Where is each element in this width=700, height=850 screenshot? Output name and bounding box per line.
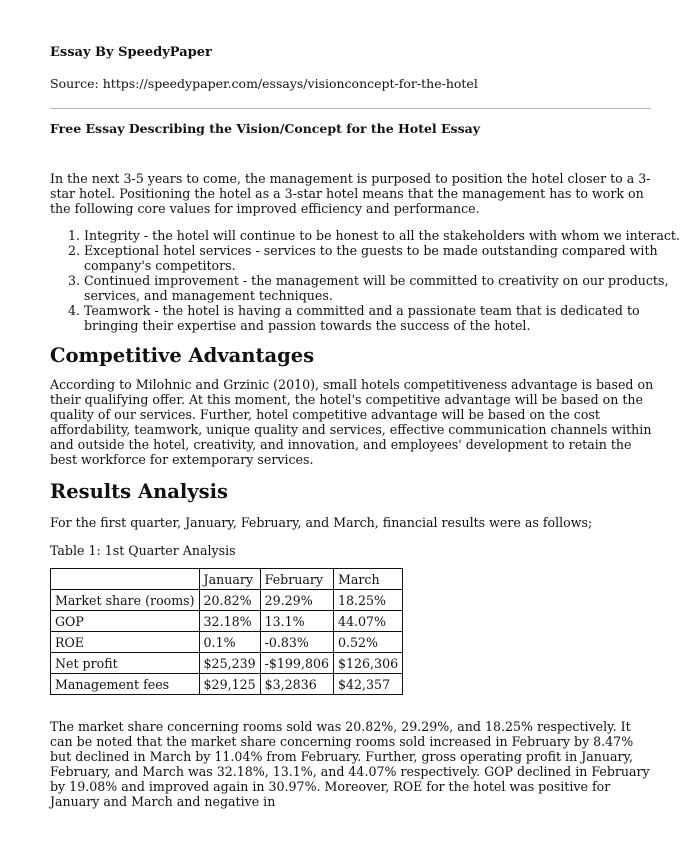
table-cell: -$199,806: [260, 653, 333, 674]
results-intro-paragraph: For the first quarter, January, February, and March, financial results were as follows;: [50, 515, 593, 530]
table-cell: -0.83%: [260, 632, 333, 653]
table-row: [51, 611, 403, 632]
table-cell: 18.25%: [334, 590, 403, 611]
table-cell: $42,357: [334, 674, 403, 695]
column-header: January: [199, 569, 260, 590]
table-cell: Management fees: [51, 674, 200, 695]
table-caption: Table 1: 1st Quarter Analysis: [50, 543, 236, 558]
competitive-paragraph: According to Milohnic and Grzinic (2010), small hotels competitiveness advantage is based on their qualifying offer. At this moment, the hotel's competitive advantage will be based on the quality of our services. Further, hotel competitive advantage will be based on the cost affordability, teamwork, unique quality and services, effective communication channels within and outside the hotel, creativity, and innovation, and employees' development to retain the best workforce for extemporary services.: [50, 377, 654, 467]
table-cell: ROE: [51, 632, 200, 653]
column-header: [51, 569, 200, 590]
section-heading-results: Results Analysis: [50, 480, 228, 503]
table-row: [51, 590, 403, 611]
table-cell: $25,239: [199, 653, 260, 674]
table-cell: GOP: [51, 611, 200, 632]
column-header: March: [334, 569, 403, 590]
source-line: Source: https://speedypaper.com/essays/visionconcept-for-the-hotel: [50, 76, 478, 91]
table-header-row: [51, 569, 403, 590]
table-cell: $126,306: [334, 653, 403, 674]
table-cell: 0.1%: [199, 632, 260, 653]
intro-paragraph: In the next 3-5 years to come, the management is purposed to position the hotel closer to a 3-star hotel. Positioning the hotel as a 3-star hotel means that the management has to work on the following core values for improved efficiency and performance.: [50, 171, 651, 216]
quarter-analysis-table: [50, 568, 403, 695]
table-row: [51, 632, 403, 653]
list-item: 1. Integrity - the hotel will continue to be honest to all the stakeholders with whom we interact.: [84, 228, 689, 243]
column-header: February: [260, 569, 333, 590]
table-cell: Market share (rooms): [51, 590, 200, 611]
table-cell: Net profit: [51, 653, 200, 674]
header-divider: [50, 108, 651, 109]
table-row: [51, 674, 403, 695]
brand-label: Essay By SpeedyPaper: [50, 45, 212, 60]
table-cell: 32.18%: [199, 611, 260, 632]
table-cell: 0.52%: [334, 632, 403, 653]
section-heading-competitive: Competitive Advantages: [50, 344, 315, 367]
list-item: 4. Teamwork - the hotel is having a committed and a passionate team that is dedicated to bringing their expertise and passion towards the success of the hotel.: [84, 303, 689, 333]
list-item: 3. Continued improvement - the management will be committed to creativity on our products, services, and management techniques.: [84, 273, 689, 303]
document-title: Free Essay Describing the Vision/Concept for the Hotel Essay: [50, 121, 480, 136]
table-row: [51, 653, 403, 674]
table-cell: $3,2836: [260, 674, 333, 695]
table-cell: $29,125: [199, 674, 260, 695]
table-cell: 20.82%: [199, 590, 260, 611]
results-analysis-paragraph: The market share concerning rooms sold was 20.82%, 29.29%, and 18.25% respectively. It can be noted that the market share concerning rooms sold increased in February by 8.47% but declined in March by 11.04% from February. Further, gross operating profit in January, February, and March was 32.18%, 13.1%, and 44.07% respectively. GOP declined in February by 19.08% and improved again in 30.97%. Moreover, ROE for the hotel was positive for January and March and negative in: [50, 719, 650, 809]
list-item: 2. Exceptional hotel services - services to the guests to be made outstanding compared with company's competitors.: [84, 243, 689, 273]
table-cell: 29.29%: [260, 590, 333, 611]
core-values-list: [50, 228, 689, 333]
table-cell: 13.1%: [260, 611, 333, 632]
table-cell: 44.07%: [334, 611, 403, 632]
